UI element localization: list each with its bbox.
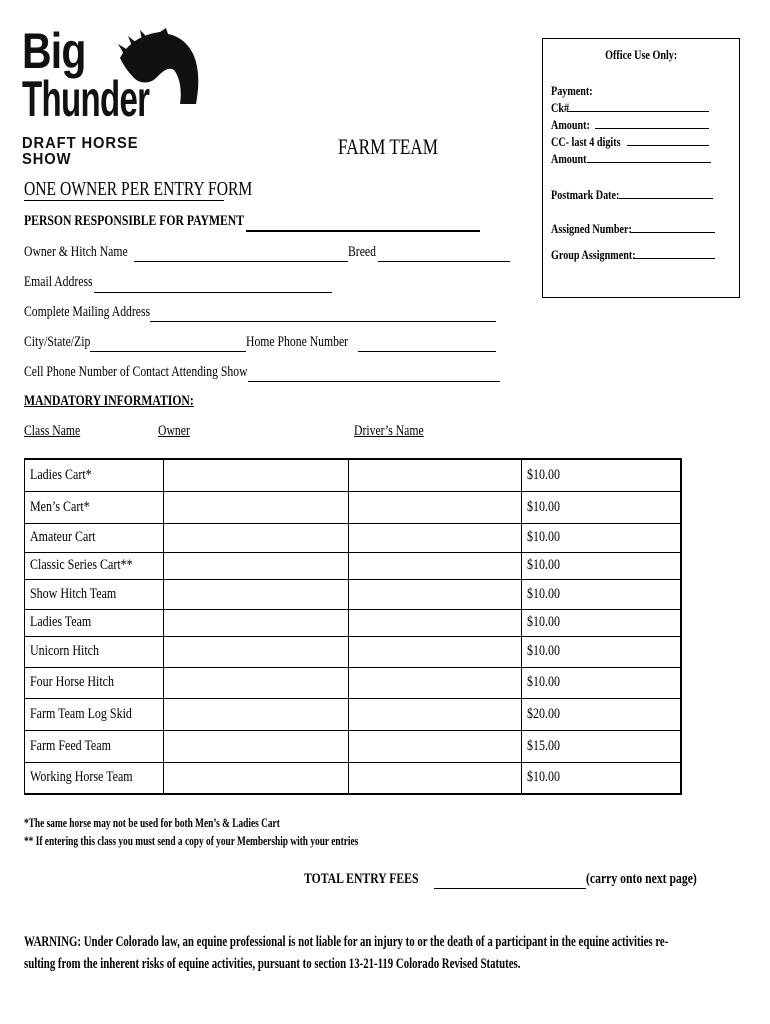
class-name-cell bbox=[25, 667, 164, 698]
table-row bbox=[25, 730, 682, 762]
total-suffix: (carry onto next page) bbox=[586, 871, 697, 887]
office-cc-label: CC- last 4 digits bbox=[551, 134, 621, 149]
owner-cell[interactable] bbox=[164, 523, 348, 552]
fee-cell bbox=[522, 609, 681, 636]
class-fee: $10.00 bbox=[527, 529, 561, 545]
office-amount1-label: Amount: bbox=[551, 117, 590, 132]
class-name: Unicorn Hitch bbox=[30, 643, 99, 659]
owner-cell[interactable] bbox=[164, 609, 348, 636]
fee-cell bbox=[522, 579, 681, 609]
driver-cell[interactable] bbox=[348, 579, 522, 609]
breed-label: Breed bbox=[348, 244, 376, 260]
col-class-header: Class Name bbox=[24, 423, 81, 439]
owner-cell[interactable] bbox=[164, 762, 348, 794]
class-name: Ladies Cart* bbox=[30, 466, 92, 483]
table-row bbox=[25, 491, 682, 523]
class-name: Classic Series Cart** bbox=[30, 557, 133, 573]
office-postmark-label: Postmark Date: bbox=[551, 187, 620, 202]
driver-cell[interactable] bbox=[348, 762, 522, 794]
office-amount1-line[interactable] bbox=[595, 116, 709, 129]
logo-mark: TR bbox=[148, 104, 162, 115]
cell-phone-field[interactable] bbox=[248, 369, 500, 382]
class-name-cell bbox=[25, 636, 164, 667]
class-name: Amateur Cart bbox=[30, 529, 96, 545]
warning-line2-wrap bbox=[24, 955, 713, 973]
email-label: Email Address bbox=[24, 274, 93, 290]
logo-line-thunder: Thunder bbox=[22, 71, 150, 127]
driver-cell[interactable] bbox=[348, 698, 522, 730]
owner-cell[interactable] bbox=[164, 636, 348, 667]
fee-cell bbox=[522, 491, 681, 523]
office-ck-line[interactable] bbox=[567, 99, 709, 112]
office-amount2-line[interactable] bbox=[587, 150, 711, 163]
class-name-cell bbox=[25, 609, 164, 636]
warning-line1-wrap bbox=[24, 933, 770, 951]
col-driver-wrap bbox=[354, 422, 443, 440]
fee-cell bbox=[522, 667, 681, 698]
note-1: *The same horse may not be used for both Men’s & Ladies Cart bbox=[24, 815, 280, 830]
fee-cell bbox=[522, 459, 681, 491]
table-row bbox=[25, 762, 682, 794]
table-row bbox=[25, 552, 682, 579]
class-fee: $20.00 bbox=[527, 705, 561, 722]
logo-subtitle: DRAFT HORSE SHOW bbox=[22, 135, 139, 168]
col-owner-wrap bbox=[158, 422, 199, 440]
entries-table bbox=[24, 458, 682, 795]
class-fee: $15.00 bbox=[527, 737, 561, 754]
driver-cell[interactable] bbox=[348, 730, 522, 762]
class-name: Four Horse Hitch bbox=[30, 674, 114, 690]
class-name: Farm Team Log Skid bbox=[30, 705, 132, 722]
class-fee: $10.00 bbox=[527, 769, 561, 786]
driver-cell[interactable] bbox=[348, 636, 522, 667]
class-name: Working Horse Team bbox=[30, 769, 133, 786]
class-name: Ladies Team bbox=[30, 614, 92, 630]
owner-cell[interactable] bbox=[164, 730, 348, 762]
class-name-cell bbox=[25, 762, 164, 794]
driver-cell[interactable] bbox=[348, 459, 522, 491]
table-row bbox=[25, 579, 682, 609]
class-fee: $10.00 bbox=[527, 643, 561, 659]
office-payment-label: Payment: bbox=[551, 83, 593, 98]
class-name-cell bbox=[25, 523, 164, 552]
owner-hitch-field[interactable] bbox=[134, 249, 348, 262]
class-fee: $10.00 bbox=[527, 498, 561, 515]
owner-cell[interactable] bbox=[164, 552, 348, 579]
class-name-cell bbox=[25, 552, 164, 579]
city-field[interactable] bbox=[90, 339, 246, 352]
col-driver-header: Driver’s Name bbox=[354, 423, 424, 439]
note2-wrap bbox=[24, 832, 488, 850]
driver-cell[interactable] bbox=[348, 667, 522, 698]
class-name-cell bbox=[25, 730, 164, 762]
email-field[interactable] bbox=[94, 280, 332, 293]
office-amount2-label: Amount bbox=[551, 151, 587, 166]
class-name: Show Hitch Team bbox=[30, 585, 117, 602]
cell-phone-label: Cell Phone Number of Contact Attending Show bbox=[24, 364, 248, 380]
office-title: Office Use Only: bbox=[604, 47, 678, 62]
fee-cell bbox=[522, 636, 681, 667]
class-fee: $10.00 bbox=[527, 674, 561, 690]
table-row bbox=[25, 523, 682, 552]
form-title: FARM TEAM bbox=[338, 134, 438, 159]
fee-cell bbox=[522, 762, 681, 794]
breed-field[interactable] bbox=[378, 249, 510, 262]
payment-person-label: PERSON RESPONSIBLE FOR PAYMENT bbox=[24, 213, 245, 229]
office-assigned-line[interactable] bbox=[631, 220, 715, 233]
home-phone-field[interactable] bbox=[358, 339, 496, 352]
col-owner-header: Owner bbox=[158, 423, 190, 439]
owner-hitch-label: Owner & Hitch Name bbox=[24, 244, 128, 260]
owner-cell[interactable] bbox=[164, 579, 348, 609]
subtitle-line bbox=[24, 188, 224, 201]
owner-cell[interactable] bbox=[164, 667, 348, 698]
city-label: City/State/Zip bbox=[24, 334, 91, 350]
class-name: Men’s Cart* bbox=[30, 498, 90, 515]
driver-cell[interactable] bbox=[348, 609, 522, 636]
fee-cell bbox=[522, 730, 681, 762]
note-2: ** If entering this class you must send a copy of your Membership with your entries bbox=[24, 833, 359, 848]
class-name: Farm Feed Team bbox=[30, 737, 111, 754]
home-phone-label: Home Phone Number bbox=[246, 334, 349, 350]
fee-cell bbox=[522, 552, 681, 579]
total-suffix-wrap bbox=[586, 870, 728, 888]
mandatory-wrap bbox=[24, 392, 242, 410]
payment-person-field[interactable] bbox=[246, 218, 480, 232]
office-ck-label: Ck# bbox=[551, 100, 570, 115]
table-row bbox=[25, 609, 682, 636]
form-title-wrap bbox=[338, 134, 466, 160]
total-label-wrap bbox=[304, 870, 451, 888]
office-postmark-line[interactable] bbox=[619, 186, 713, 199]
fee-cell bbox=[522, 523, 681, 552]
fee-cell bbox=[522, 698, 681, 730]
owner-cell[interactable] bbox=[164, 491, 348, 523]
logo-line-big: Big bbox=[22, 23, 86, 79]
office-assigned-label: Assigned Number: bbox=[551, 221, 632, 236]
total-field[interactable] bbox=[434, 876, 586, 889]
class-fee: $10.00 bbox=[527, 557, 561, 573]
owner-cell[interactable] bbox=[164, 459, 348, 491]
mandatory-heading: MANDATORY INFORMATION: bbox=[24, 393, 194, 409]
class-name-cell bbox=[25, 579, 164, 609]
class-name-cell bbox=[25, 698, 164, 730]
office-use-box bbox=[542, 38, 740, 298]
col-class-wrap bbox=[24, 422, 96, 440]
warning-line-1: WARNING: Under Colorado law, an equine professional is not liable for an injury to or the death of a participant in the equine activities re- bbox=[24, 934, 669, 950]
office-group-line[interactable] bbox=[633, 246, 715, 259]
note1-wrap bbox=[24, 814, 379, 832]
class-name-cell bbox=[25, 459, 164, 491]
mailing-label: Complete Mailing Address bbox=[24, 304, 151, 320]
class-fee: $10.00 bbox=[527, 614, 561, 630]
office-group-label: Group Assignment: bbox=[551, 247, 636, 262]
class-name-cell bbox=[25, 491, 164, 523]
driver-cell[interactable] bbox=[348, 523, 522, 552]
total-label: TOTAL ENTRY FEES bbox=[304, 871, 419, 887]
table-row bbox=[25, 459, 682, 491]
class-fee: $10.00 bbox=[527, 466, 561, 483]
office-cc-line[interactable] bbox=[627, 133, 709, 146]
driver-cell[interactable] bbox=[348, 491, 522, 523]
logo bbox=[22, 23, 192, 168]
mailing-field[interactable] bbox=[150, 309, 496, 322]
table-row bbox=[25, 698, 682, 730]
form-subtitle: ONE OWNER PER ENTRY FORM bbox=[24, 178, 253, 200]
warning-line-2: sulting from the inherent risks of equine activities, pursuant to section 13-21-119 Colorado Revised Statutes. bbox=[24, 956, 521, 972]
owner-cell[interactable] bbox=[164, 698, 348, 730]
driver-cell[interactable] bbox=[348, 552, 522, 579]
class-fee: $10.00 bbox=[527, 585, 561, 602]
table-row bbox=[25, 667, 682, 698]
table-row bbox=[25, 636, 682, 667]
